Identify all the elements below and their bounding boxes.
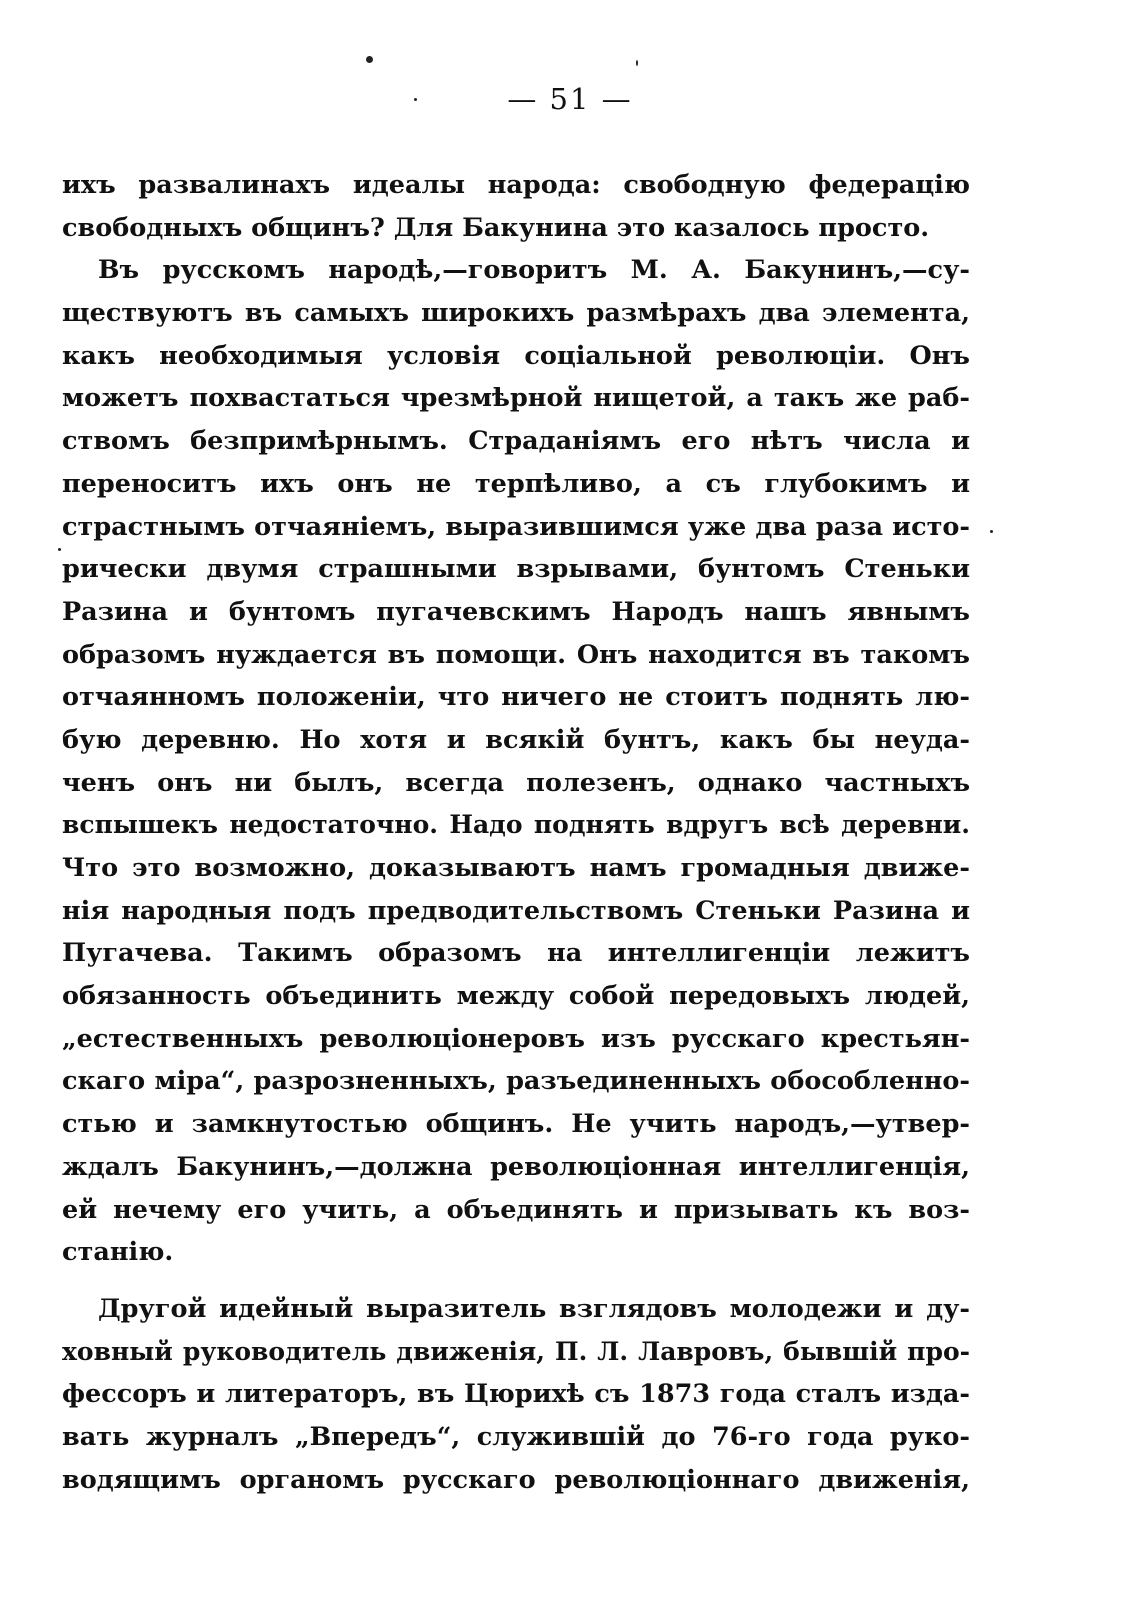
text-line: свободныхъ общинъ? Для Бакунина это казалось просто. [62, 212, 930, 243]
text-line: Разина и бунтомъ пугачевскимъ Народъ нашъ явнымъ [62, 596, 970, 627]
text-line: ховный руководитель движенія, П. Л. Лавровъ, бывшій про- [62, 1336, 970, 1366]
text-line: ждалъ Бакунинъ,—должна революціонная интеллигенція, [62, 1151, 970, 1182]
text-line: обязанность объединить между собой передовыхъ людей, [62, 981, 970, 1012]
text-line: переноситъ ихъ онъ не терпѣливо, а съ глубокимъ и [62, 468, 970, 499]
text-line: Другой идейный выразитель взглядовъ молодежи и ду- [98, 1293, 970, 1324]
text-line: ствомъ безпримѣрнымъ. Страданіямъ его нѣтъ числа и [62, 426, 970, 457]
text-line: скаго міра“, разрозненныхъ, разъединенныхъ обособленно- [62, 1066, 970, 1097]
text-line: фессоръ и литераторъ, въ Цюрихѣ съ 1873 года сталъ изда- [62, 1379, 970, 1410]
paragraph [62, 1288, 970, 1501]
text-line: страстнымъ отчаяніемъ, выразившимся уже два раза исто- [62, 511, 970, 542]
text-line: станію. [62, 1237, 174, 1268]
text-line: нія народныя подъ предводительствомъ Стеньки Разина и [62, 895, 970, 926]
text-line: ихъ развалинахъ идеалы народа: свободную федерацію [62, 170, 970, 200]
ink-speck [366, 56, 373, 63]
text-line: бую деревню. Но хотя и всякій бунтъ, какъ бы неуда- [62, 724, 970, 755]
text-line: вспышекъ недостаточно. Надо поднять вдругъ всѣ деревни. [62, 810, 970, 840]
paragraph-gap [62, 1274, 970, 1288]
text-line: рически двумя страшными взрывами, бунтомъ Стеньки [62, 554, 970, 585]
text-line: „естественныхъ революціонеровъ изъ русскаго крестьян- [62, 1023, 970, 1054]
text-line: Въ русскомъ народѣ,—говоритъ М. А. Бакунинъ,—су- [98, 255, 970, 286]
text-line: Что это возможно, доказываютъ намъ громадныя движе- [62, 853, 970, 883]
text-line: вать журналъ „Впередъ“, служившій до 76-го года руко- [62, 1421, 970, 1452]
text-line: водящимъ органомъ русскаго революціоннаго движенія, [62, 1464, 970, 1495]
text-line: ченъ онъ ни былъ, всегда полезенъ, однако частныхъ [62, 767, 970, 798]
ink-speck [636, 60, 638, 66]
paragraph [62, 164, 970, 249]
text-line: стью и замкнутостью общинъ. Не учить народъ,—утвер- [62, 1109, 970, 1140]
text-line: Пугачева. Такимъ образомъ на интеллигенціи лежитъ [62, 938, 970, 969]
text-line: ей нечему его учить, а объединять и призывать къ воз- [62, 1194, 970, 1225]
text-line: ществуютъ въ самыхъ широкихъ размѣрахъ два элемента, [62, 298, 970, 329]
ink-speck [58, 548, 61, 551]
text-line: отчаянномъ положеніи, что ничего не стоитъ поднять лю- [62, 682, 970, 713]
page-number: — 51 — [507, 82, 633, 116]
text-line: образомъ нуждается въ помощи. Онъ находится въ такомъ [62, 639, 970, 670]
paragraph [62, 249, 970, 1274]
body-text [62, 164, 970, 1501]
text-line: можетъ похвастаться чрезмѣрной нищетой, а такъ же раб- [62, 383, 970, 414]
ink-speck [990, 530, 993, 533]
text-line: какъ необходимыя условія соціальной революціи. Онъ [62, 340, 970, 371]
